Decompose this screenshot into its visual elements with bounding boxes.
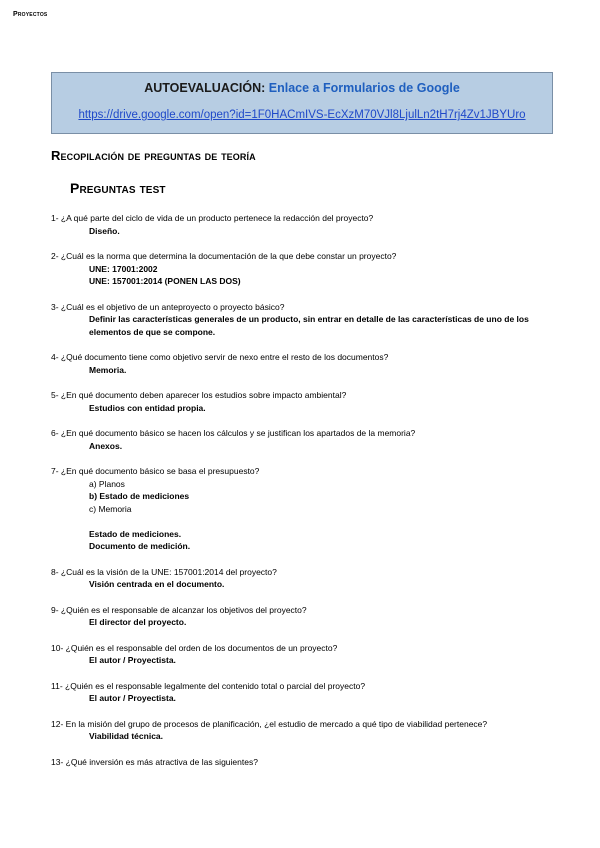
answer-text: Visión centrada en el documento. <box>89 579 225 589</box>
question-text: 13- ¿Qué inversión es más atractiva de las siguientes? <box>51 756 258 767</box>
question-item <box>51 566 551 591</box>
question-text: 11- ¿Quién es el responsable legalmente del contenido total o parcial del proyecto? <box>51 680 366 691</box>
question-item <box>51 212 551 237</box>
question-text: 3- ¿Cuál es el objetivo de un anteproyecto o proyecto básico? <box>51 301 285 312</box>
question-item <box>51 604 551 629</box>
question-text: 9- ¿Quién es el responsable de alcanzar los objetivos del proyecto? <box>51 604 307 615</box>
answer-text: UNE: 17001:2002 <box>89 263 158 274</box>
question-text: 1- ¿A qué parte del ciclo de vida de un producto pertenece la redacción del proyecto? <box>51 213 374 223</box>
answer-text: Memoria. <box>89 364 127 375</box>
banner-title <box>52 81 552 95</box>
forms-url-link[interactable]: https://drive.google.com/open?id=1F0HACmIVS-EcXzM70VJl8LjulLn2tH7rj4Zv1JBYUro <box>78 109 526 121</box>
subsection-title: Preguntas test <box>70 180 166 196</box>
question-text: 2- ¿Cuál es la norma que determina la documentación de la que debe constar un proyecto? <box>51 251 397 261</box>
answer-text: El autor / Proyectista. <box>89 655 176 665</box>
option-text: b) Estado de mediciones <box>89 491 190 501</box>
question-item <box>51 351 551 376</box>
answer-text: Documento de medición. <box>89 541 191 551</box>
forms-link[interactable]: Enlace a Formularios de Google <box>268 81 460 95</box>
answer-text: Estado de mediciones. <box>89 528 182 539</box>
question-item <box>51 427 551 452</box>
answer-text: El autor / Proyectista. <box>89 693 176 703</box>
question-text: 12- En la misión del grupo de procesos de planificación, ¿el estudio de mercado a qué tipo de viabilidad pertenece? <box>51 718 488 729</box>
question-item <box>51 642 551 667</box>
running-header: Proyectos <box>13 11 48 18</box>
question-item <box>51 250 551 288</box>
answer-text: UNE: 157001:2014 (PONEN LAS DOS) <box>89 276 241 286</box>
option-text: a) Planos <box>89 478 125 489</box>
answer-text: Diseño. <box>89 225 120 236</box>
question-text: 5- ¿En qué documento deben aparecer los estudios sobre impacto ambiental? <box>51 390 347 400</box>
question-text: 4- ¿Qué documento tiene como objetivo servir de nexo entre el resto de los documentos? <box>51 352 389 362</box>
answer-text: El director del proyecto. <box>89 617 187 627</box>
section-title: Recopilación de preguntas de teoría <box>51 148 256 163</box>
question-list <box>51 212 551 781</box>
question-item <box>51 465 551 553</box>
answer-text: Anexos. <box>89 440 123 451</box>
question-item <box>51 718 551 743</box>
question-item <box>51 680 551 705</box>
question-item <box>51 389 551 414</box>
answer-text: Viabilidad técnica. <box>89 731 164 741</box>
self-assessment-banner <box>51 72 553 134</box>
question-text: 10- ¿Quién es el responsable del orden de los documentos de un proyecto? <box>51 642 338 653</box>
option-text: c) Memoria <box>89 503 132 514</box>
question-item <box>51 756 551 769</box>
answer-text: Definir las características generales de un producto, sin entrar en detalle de las características de uno de los elementos de que se compone. <box>89 314 529 337</box>
question-text: 6- ¿En qué documento básico se hacen los cálculos y se justifican los apartados de la memoria? <box>51 428 416 438</box>
question-text: 7- ¿En qué documento básico se basa el presupuesto? <box>51 466 260 476</box>
answer-text: Estudios con entidad propia. <box>89 402 206 413</box>
question-text: 8- ¿Cuál es la visión de la UNE: 157001:2014 del proyecto? <box>51 566 277 577</box>
question-item <box>51 301 551 339</box>
banner-label: AUTOEVALUACIÓN: <box>144 81 266 95</box>
